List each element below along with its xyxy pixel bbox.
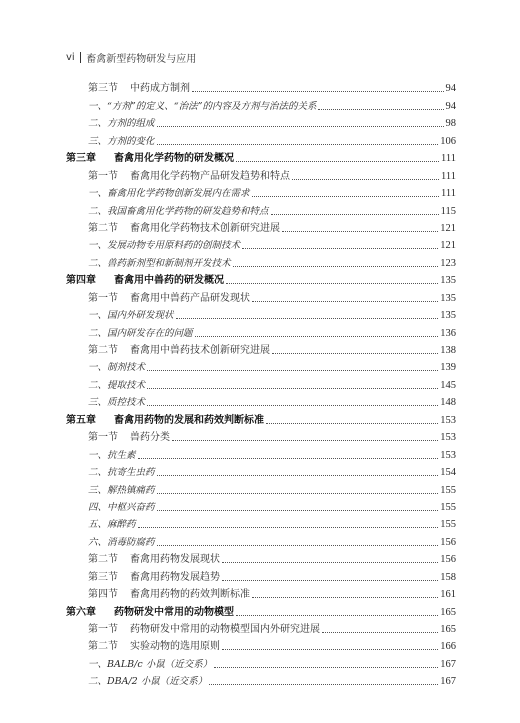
table-of-contents xyxy=(66,78,456,688)
toc-entry-section[interactable] xyxy=(66,218,456,235)
toc-entry-title: 方剂的变化 xyxy=(107,135,155,147)
dot-leader xyxy=(233,266,439,267)
toc-entry-title: 抗寄生虫药 xyxy=(107,467,155,479)
toc-entry-number: 第四章 xyxy=(66,275,96,287)
toc-entry-title: 抗生素 xyxy=(107,449,136,461)
toc-entry-label xyxy=(66,640,220,653)
toc-entry-page: 148 xyxy=(440,397,456,409)
toc-entry-item[interactable] xyxy=(66,113,456,130)
dot-leader xyxy=(252,597,438,598)
toc-entry-title: 方剂的组成 xyxy=(107,118,155,130)
toc-entry-number: 第一节 xyxy=(88,170,118,182)
toc-entry-item[interactable] xyxy=(66,671,456,688)
toc-entry-label xyxy=(66,222,280,235)
toc-entry-item[interactable] xyxy=(66,183,456,200)
toc-entry-label xyxy=(66,623,320,636)
toc-entry-number: 一、 xyxy=(88,188,108,200)
toc-entry-number: 第一节 xyxy=(88,292,118,304)
toc-entry-number: 第五章 xyxy=(66,414,96,426)
dot-leader xyxy=(157,545,439,546)
page-number: vi xyxy=(66,52,75,63)
toc-entry-section[interactable] xyxy=(66,78,456,95)
dot-leader xyxy=(172,440,438,441)
toc-entry-item[interactable] xyxy=(66,252,456,269)
toc-entry-item[interactable] xyxy=(66,479,456,496)
toc-entry-title: 国内外研发现状 xyxy=(107,310,174,322)
dot-leader xyxy=(322,632,438,633)
toc-entry-section[interactable] xyxy=(66,165,456,182)
toc-entry-page: 111 xyxy=(441,188,456,200)
toc-entry-number: 二、 xyxy=(88,676,108,688)
toc-entry-title: 畜禽用药物发展趋势 xyxy=(130,571,220,583)
toc-entry-number: 三、 xyxy=(88,484,108,496)
toc-entry-chapter[interactable] xyxy=(66,148,456,165)
toc-entry-page: 158 xyxy=(440,571,456,583)
toc-entry-number: 二、 xyxy=(88,379,108,391)
toc-entry-title: 制剂技术 xyxy=(107,362,146,374)
toc-entry-item[interactable] xyxy=(66,374,456,391)
toc-entry-label xyxy=(66,344,270,357)
toc-entry-title: 畜禽用药物发展现状 xyxy=(130,554,220,566)
toc-entry-title: 畜禽用化学药物的研发概况 xyxy=(114,153,234,165)
dot-leader xyxy=(157,144,439,145)
toc-entry-title: 畜禽用中兽药产品研发现状 xyxy=(130,292,250,304)
toc-entry-page: 154 xyxy=(440,467,456,479)
toc-entry-title: 质控技术 xyxy=(107,397,146,409)
toc-entry-title: 麻醉药 xyxy=(107,519,136,531)
toc-entry-number: 二、 xyxy=(88,327,108,339)
header-divider xyxy=(80,52,82,63)
dot-leader xyxy=(138,458,439,459)
toc-entry-page: 145 xyxy=(440,379,456,391)
toc-entry-number: 一、 xyxy=(88,100,108,112)
toc-entry-page: 98 xyxy=(445,118,456,130)
toc-entry-item[interactable] xyxy=(66,130,456,147)
dot-leader xyxy=(222,580,438,581)
toc-entry-chapter[interactable] xyxy=(66,601,456,618)
toc-entry-page: 166 xyxy=(440,641,456,653)
toc-entry-number: 四、 xyxy=(88,501,108,513)
toc-entry-label xyxy=(66,361,145,374)
toc-entry-item[interactable] xyxy=(66,235,456,252)
toc-entry-title: 药物研发中常用的动物模型国内外研究进展 xyxy=(130,624,320,635)
dot-leader xyxy=(252,196,439,197)
toc-entry-label xyxy=(66,466,155,479)
toc-entry-number: 第三节 xyxy=(88,83,118,95)
toc-entry-label xyxy=(66,257,231,270)
dot-leader xyxy=(292,179,439,180)
toc-entry-title: 中枢兴奋药 xyxy=(107,501,155,513)
toc-entry-title: 畜禽用化学药物创新发展内在需求 xyxy=(107,188,250,200)
toc-entry-label xyxy=(66,379,145,392)
toc-entry-number: 第三章 xyxy=(66,153,96,165)
toc-entry-number: 一、 xyxy=(88,658,108,670)
toc-entry-page: 155 xyxy=(440,484,456,496)
toc-entry-number: 第二节 xyxy=(88,554,118,566)
dot-leader xyxy=(226,283,438,284)
toc-entry-page: 167 xyxy=(440,658,456,670)
toc-entry-number: 三、 xyxy=(88,135,108,147)
toc-entry-item[interactable] xyxy=(66,462,456,479)
toc-entry-label xyxy=(66,239,240,252)
toc-entry-chapter[interactable] xyxy=(66,409,456,426)
toc-entry-page: 165 xyxy=(440,624,456,635)
toc-entry-label xyxy=(66,117,155,130)
toc-entry-label xyxy=(66,292,250,305)
toc-entry-label xyxy=(66,187,250,200)
toc-entry-page: 153 xyxy=(440,449,456,461)
toc-entry-page: 121 xyxy=(440,222,456,234)
dot-leader xyxy=(282,231,438,232)
toc-entry-page: 155 xyxy=(440,501,456,513)
toc-entry-item[interactable] xyxy=(66,392,456,409)
dot-leader xyxy=(176,318,439,319)
toc-entry-page: 123 xyxy=(440,257,456,269)
toc-entry-item[interactable] xyxy=(66,444,456,461)
toc-entry-label xyxy=(66,606,234,619)
toc-entry-number: 第四节 xyxy=(88,589,118,601)
toc-entry-label xyxy=(66,152,234,165)
toc-entry-page: 153 xyxy=(440,432,456,444)
dot-leader xyxy=(318,109,443,110)
toc-entry-number: 一、 xyxy=(88,240,108,252)
toc-entry-section[interactable] xyxy=(66,566,456,583)
toc-entry-label xyxy=(66,675,207,688)
toc-entry-number: 一、 xyxy=(88,310,108,322)
toc-entry-number: 第二节 xyxy=(88,641,118,653)
toc-entry-page: 111 xyxy=(441,153,456,165)
dot-leader xyxy=(266,423,438,424)
toc-entry-page: 167 xyxy=(440,676,456,688)
toc-entry-page: 115 xyxy=(440,205,456,217)
toc-entry-item[interactable] xyxy=(66,305,456,322)
toc-entry-number: 一、 xyxy=(88,449,108,461)
toc-entry-title: 发展动物专用原料药的创制技术 xyxy=(107,240,241,252)
running-header xyxy=(66,50,196,65)
toc-entry-number: 二、 xyxy=(88,257,108,269)
toc-entry-item[interactable] xyxy=(66,200,456,217)
book-title: 畜禽新型药物研发与应用 xyxy=(86,54,197,65)
toc-entry-title: 兽药新剂型和新制剂开发技术 xyxy=(107,257,231,269)
toc-entry-section[interactable] xyxy=(66,340,456,357)
toc-entry-page: 135 xyxy=(440,275,456,287)
dot-leader xyxy=(214,667,438,668)
toc-entry-item[interactable] xyxy=(66,514,456,531)
toc-entry-label xyxy=(66,484,155,497)
toc-entry-page: 94 xyxy=(445,100,456,112)
toc-entry-label xyxy=(66,553,220,566)
toc-entry-number: 六、 xyxy=(88,536,108,548)
dot-leader xyxy=(157,475,439,476)
toc-entry-number: 第一节 xyxy=(88,624,118,635)
toc-entry-label xyxy=(66,274,224,287)
dot-leader xyxy=(157,510,439,511)
toc-entry-page: 94 xyxy=(445,83,456,95)
dot-leader xyxy=(195,336,439,337)
dot-leader xyxy=(138,527,439,528)
toc-entry-title: 解热镇痛药 xyxy=(107,484,155,496)
toc-entry-number: 第二节 xyxy=(88,345,118,356)
toc-entry-label xyxy=(66,571,220,584)
toc-entry-number: 五、 xyxy=(88,519,108,531)
toc-entry-page: 138 xyxy=(440,345,456,356)
toc-entry-label xyxy=(66,327,193,340)
toc-entry-label xyxy=(66,205,269,218)
toc-entry-label xyxy=(66,518,136,531)
dot-leader xyxy=(236,161,439,162)
toc-entry-label xyxy=(66,449,136,462)
dot-leader xyxy=(272,353,438,354)
toc-entry-title: 畜禽用化学药物技术创新研究进展 xyxy=(130,222,280,234)
toc-entry-chapter[interactable] xyxy=(66,270,456,287)
dot-leader xyxy=(157,126,444,127)
toc-entry-label xyxy=(66,431,170,444)
toc-entry-label xyxy=(66,135,155,148)
toc-entry-number: 第三节 xyxy=(88,571,118,583)
toc-entry-item[interactable] xyxy=(66,653,456,670)
toc-entry-page: 135 xyxy=(440,292,456,304)
toc-entry-page: 111 xyxy=(441,170,456,182)
toc-entry-label xyxy=(66,588,250,601)
dot-leader xyxy=(147,370,438,371)
toc-entry-page: 153 xyxy=(440,414,456,426)
toc-entry-page: 156 xyxy=(440,554,456,566)
toc-entry-label xyxy=(66,414,264,427)
toc-entry-label xyxy=(66,536,155,549)
toc-entry-label xyxy=(66,170,290,183)
toc-entry-label xyxy=(66,100,316,113)
toc-entry-item[interactable] xyxy=(66,95,456,112)
toc-entry-number: 一、 xyxy=(88,362,108,374)
toc-entry-title: BALB/c 小鼠（近交系） xyxy=(107,658,213,670)
toc-entry-page: 155 xyxy=(440,519,456,531)
toc-entry-page: 161 xyxy=(440,589,456,601)
toc-entry-title: 消毒防腐药 xyxy=(107,536,155,548)
toc-entry-item[interactable] xyxy=(66,497,456,514)
toc-entry-title: 提取技术 xyxy=(107,379,146,391)
toc-entry-title: 药物研发中常用的动物模型 xyxy=(114,606,234,618)
toc-entry-section[interactable] xyxy=(66,287,456,304)
toc-entry-label xyxy=(66,658,212,671)
toc-entry-number: 第一节 xyxy=(88,432,118,444)
toc-entry-item[interactable] xyxy=(66,322,456,339)
toc-entry-item[interactable] xyxy=(66,357,456,374)
toc-entry-title: 畜禽用药物的药效判断标准 xyxy=(130,589,250,601)
toc-entry-page: 165 xyxy=(440,606,456,618)
toc-entry-title: 中药成方制剂 xyxy=(130,83,190,95)
toc-entry-section[interactable] xyxy=(66,584,456,601)
toc-entry-item[interactable] xyxy=(66,531,456,548)
dot-leader xyxy=(209,684,438,685)
dot-leader xyxy=(271,214,439,215)
toc-entry-number: 第六章 xyxy=(66,606,96,618)
toc-entry-number: 二、 xyxy=(88,205,108,217)
toc-entry-label xyxy=(66,501,155,514)
toc-entry-title: 畜禽用化学药物产品研发趋势和特点 xyxy=(130,170,290,182)
toc-entry-page: 121 xyxy=(440,240,456,252)
toc-entry-title: 实验动物的选用原则 xyxy=(130,641,220,653)
toc-entry-section[interactable] xyxy=(66,549,456,566)
toc-entry-page: 136 xyxy=(440,327,456,339)
dot-leader xyxy=(147,388,438,389)
toc-entry-title: 畜禽用中兽药的研发概况 xyxy=(114,275,224,287)
dot-leader xyxy=(252,301,438,302)
toc-entry-title: 国内研发存在的问题 xyxy=(107,327,193,339)
toc-entry-section[interactable] xyxy=(66,636,456,653)
toc-entry-title: “方剂”的定义、“治法”的内容及方剂与治法的关系 xyxy=(107,100,317,112)
toc-entry-label xyxy=(66,82,190,95)
toc-entry-page: 139 xyxy=(440,362,456,374)
toc-entry-page: 106 xyxy=(440,135,456,147)
toc-entry-page: 135 xyxy=(440,310,456,322)
dot-leader xyxy=(242,248,438,249)
dot-leader xyxy=(192,91,444,92)
toc-entry-page: 156 xyxy=(440,536,456,548)
toc-entry-title: 畜禽用中兽药技术创新研究进展 xyxy=(130,345,270,356)
toc-entry-title: 畜禽用药物的发展和药效判断标准 xyxy=(114,414,264,426)
dot-leader xyxy=(147,405,438,406)
toc-entry-section[interactable] xyxy=(66,427,456,444)
toc-entry-number: 三、 xyxy=(88,397,108,409)
toc-entry-number: 二、 xyxy=(88,467,108,479)
dot-leader xyxy=(236,615,438,616)
toc-entry-title: DBA/2 小鼠（近交系） xyxy=(107,676,208,688)
dot-leader xyxy=(222,562,438,563)
dot-leader xyxy=(157,493,439,494)
toc-entry-title: 兽药分类 xyxy=(130,432,170,444)
toc-entry-label xyxy=(66,309,174,322)
toc-entry-title: 我国畜禽用化学药物的研发趋势和特点 xyxy=(107,205,269,217)
toc-entry-number: 二、 xyxy=(88,118,108,130)
toc-entry-label xyxy=(66,396,145,409)
toc-entry-section[interactable] xyxy=(66,619,456,636)
dot-leader xyxy=(222,649,438,650)
toc-entry-number: 第二节 xyxy=(88,222,118,234)
